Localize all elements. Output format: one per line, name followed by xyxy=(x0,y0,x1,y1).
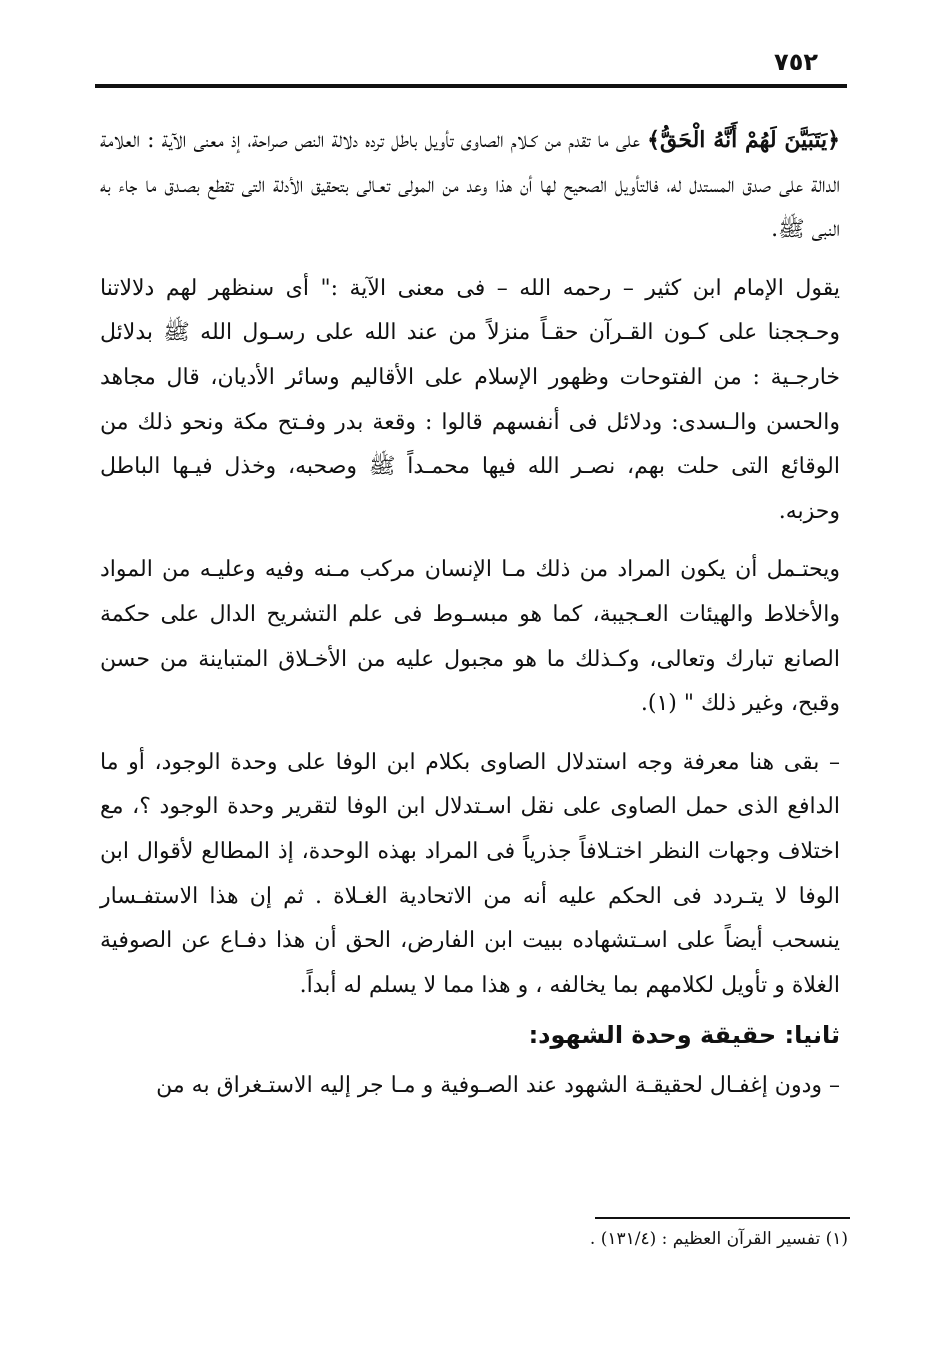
paragraph-4: – بقى هنا معرفة وجه استدلال الصاوى بكلام ابن الوفا على وحدة الوجود، أو ما الدافع الذى حمل الصاوى على نقل اسـتدلال ابن الوفا لتقرير وحدة الوجود ؟، مع اختلاف وجهات النظر اختـلافاً جذرياً فى المراد بهذه الوحدة، إذ المطالع لأقوال ابن الوفا لا يتـردد فى الحكم عليه أنه من الاتحادية الغـلاة . ثم إن هذا الاستفـسار ينسحب أيضاً على اسـتشهاده ببيت ابن الفارض، الحق أن هذا دفـاع عن الصوفية الغلاة و تأويل لكلامهم بما يخالفه ، و هذا مما لا يسلم له أبداً. xyxy=(100,749,840,998)
paragraph-1-text: على ما تقدم من كـلام الصاوى تأويل باطل ترده دلالة النص صراحة، إذ معنى الآية : العلامة الدالة على صدق المستدل له، فالتأويل الصحيح لها أن هذا وعد من المولى تعـالى بتحقيق الأدلة التى تقطع بصـدق ما جاء به النبى ﷺ. xyxy=(100,128,840,243)
page-number: ٧٥٢ xyxy=(774,48,818,76)
paragraph-gap xyxy=(100,253,840,267)
header-rule xyxy=(95,84,847,88)
footnote-rule xyxy=(595,1217,850,1219)
paragraph-3: ويحتـمل أن يكون المراد من ذلك مـا الإنسان مركب مـنه وفيه وعليـه من المواد والأخلاط والهيئات العـجيبة، كما هو مبسـوط فى علم التشريح الدال على حكمة الصانع تبارك وتعالى، وكـذلك ما هو مجبول عليه من الأخـلاق المتباينة من حسن وقبح، وغير ذلك " (١). xyxy=(100,557,840,717)
paragraph-gap xyxy=(100,534,840,548)
paragraph-5: – ودون إغفـال لحقيقـة الشهود عند الصـوفية و مـا جر إليه الاستـغراق به من xyxy=(156,1073,840,1099)
quran-verse: ﴿يَتَبَيَّنَ لَهُمْ أَنَّهُ الْحَقُّ﴾ xyxy=(647,127,840,153)
paragraph-1 xyxy=(100,118,840,253)
body-text xyxy=(100,118,840,1109)
footnote: (١) تفسير القرآن العظيم : (١٣١/٤) . xyxy=(589,1229,848,1249)
paragraph-2: يقول الإمام ابن كثير – رحمه الله – فى معنى الآية :" أى سنظهر لهم دلالاتنا وحـججنا على كـون القـرآن حقـاً منزلاً من عند الله على رسـول الله ﷺ بدلائل خارجـية : من الفتوحات وظهور الإسلام على الأقاليم وسائر الأديان، قال مجاهد والحسن والـسدى: ودلائل فى أنفسهم قالوا : وقعة بدر وفـتح مكة ونحو ذلك من الوقائع التى حلت بهم، نصـر الله فيها محمـداً ﷺ وصحبه، وخذل فيـها الباطل وحزبه. xyxy=(100,275,840,524)
paragraph-gap xyxy=(100,727,840,741)
section-heading: ثانيا: حقيقة وحدة الشهود: xyxy=(528,1021,840,1050)
